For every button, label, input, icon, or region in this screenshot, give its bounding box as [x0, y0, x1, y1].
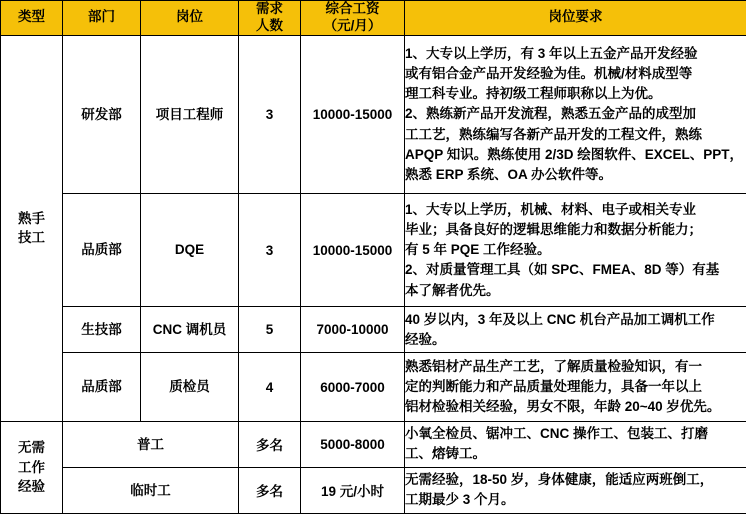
cell-salary: 10000-15000 — [301, 194, 405, 307]
cell-headcount: 4 — [239, 353, 301, 421]
cell-headcount: 5 — [239, 307, 301, 353]
group-label-no-experience — [1, 421, 63, 513]
cell-headcount: 多名 — [239, 421, 301, 467]
group-label-no-experience-line2: 工作 — [18, 459, 45, 475]
cell-department: 品质部 — [63, 353, 141, 421]
cell-requirements — [405, 35, 746, 193]
group-label-skilled-line2: 技工 — [18, 230, 45, 246]
cell-department: 品质部 — [63, 194, 141, 307]
cell-requirements — [405, 467, 746, 513]
table-header-row — [1, 1, 746, 36]
table-header — [1, 1, 746, 36]
cell-headcount: 3 — [239, 194, 301, 307]
requirement-line: 40 岁以内，3 年及以上 CNC 机台产品加工调机工作 — [405, 311, 715, 327]
cell-salary: 6000-7000 — [301, 353, 405, 421]
cell-requirements — [405, 307, 746, 353]
column-header-headcount-line1: 需求 — [256, 1, 283, 16]
table-row — [1, 307, 746, 353]
cell-position: 质检员 — [141, 353, 239, 421]
requirement-line: APQP 知识。熟练使用 2/3D 绘图软件、EXCEL、PPT， — [405, 146, 744, 162]
requirement-line: 熟悉 ERP 系统、OA 办公软件等。 — [405, 167, 613, 183]
cell-headcount: 多名 — [239, 467, 301, 513]
requirement-line: 有 5 年 PQE 工作经验。 — [405, 242, 551, 258]
table-row — [1, 467, 746, 513]
group-label-skilled-line1: 熟手 — [18, 210, 45, 226]
cell-headcount: 3 — [239, 35, 301, 193]
requirement-line: 工、熔铸工。 — [405, 446, 486, 462]
requirement-line: 或有铝合金产品开发经验为佳。机械/材料成型等 — [405, 65, 693, 81]
requirement-line: 1、大专以上学历，有 3 年以上五金产品开发经验 — [405, 45, 698, 61]
requirement-line: 理工科专业。持初级工程师职称以上为优。 — [405, 86, 662, 102]
column-header-requirements: 岗位要求 — [405, 1, 746, 36]
cell-department: 研发部 — [63, 35, 141, 193]
cell-salary: 19 元/小时 — [301, 467, 405, 513]
table-row — [1, 421, 746, 467]
table-body — [1, 35, 746, 513]
column-header-department: 部门 — [63, 1, 141, 36]
cell-salary: 10000-15000 — [301, 35, 405, 193]
requirement-line: 小氧全检员、锯冲工、CNC 操作工、包装工、打磨 — [405, 426, 708, 442]
requirement-line: 熟悉铝材产品生产工艺，了解质量检验知识，有一 — [405, 358, 702, 374]
group-label-no-experience-line1: 无需 — [18, 440, 45, 456]
column-header-position: 岗位 — [141, 1, 239, 36]
table-row — [1, 194, 746, 307]
requirement-line: 工工艺，熟练编写各新产品开发的工程文件，熟练 — [405, 126, 702, 142]
column-header-salary-line2: （元/月） — [323, 17, 382, 33]
cell-position: CNC 调机员 — [141, 307, 239, 353]
cell-position: 项目工程师 — [141, 35, 239, 193]
column-header-headcount-line2: 人数 — [256, 17, 283, 33]
requirement-line: 无需经验，18-50 岁，身体健康，能适应两班倒工， — [405, 472, 714, 488]
cell-requirements — [405, 421, 746, 467]
cell-requirements — [405, 353, 746, 421]
requirement-line: 定的判断能力和产品质量处理能力，具备一年以上 — [405, 379, 702, 395]
requirement-line: 2、对质量管理工具（如 SPC、FMEA、8D 等）有基 — [405, 262, 720, 278]
cell-position: 临时工 — [63, 467, 239, 513]
cell-position: DQE — [141, 194, 239, 307]
requirement-line: 1、大专以上学历，机械、材料、电子或相关专业 — [405, 201, 697, 217]
cell-salary: 7000-10000 — [301, 307, 405, 353]
cell-requirements — [405, 194, 746, 307]
cell-salary: 5000-8000 — [301, 421, 405, 467]
requirement-line: 铝材检验相关经验，男女不限，年龄 20~40 岁优先。 — [405, 399, 721, 415]
group-label-skilled — [1, 35, 63, 421]
group-label-no-experience-line3: 经验 — [18, 479, 45, 495]
requirement-line: 毕业；具备良好的逻辑思维能力和数据分析能力； — [405, 221, 702, 237]
table-row — [1, 353, 746, 421]
requirement-line: 工期最少 3 个月。 — [405, 492, 515, 508]
requirement-line: 本了解者优先。 — [405, 282, 500, 298]
column-header-salary-line1: 综合工资 — [325, 1, 380, 16]
requirement-line: 经验。 — [405, 331, 446, 347]
table-row — [1, 35, 746, 193]
column-header-headcount — [239, 1, 301, 36]
column-header-salary — [301, 1, 405, 36]
cell-position: 普工 — [63, 421, 239, 467]
cell-department: 生技部 — [63, 307, 141, 353]
requirement-line: 2、熟练新产品开发流程，熟悉五金产品的成型加 — [405, 106, 697, 122]
column-header-type: 类型 — [1, 1, 63, 36]
